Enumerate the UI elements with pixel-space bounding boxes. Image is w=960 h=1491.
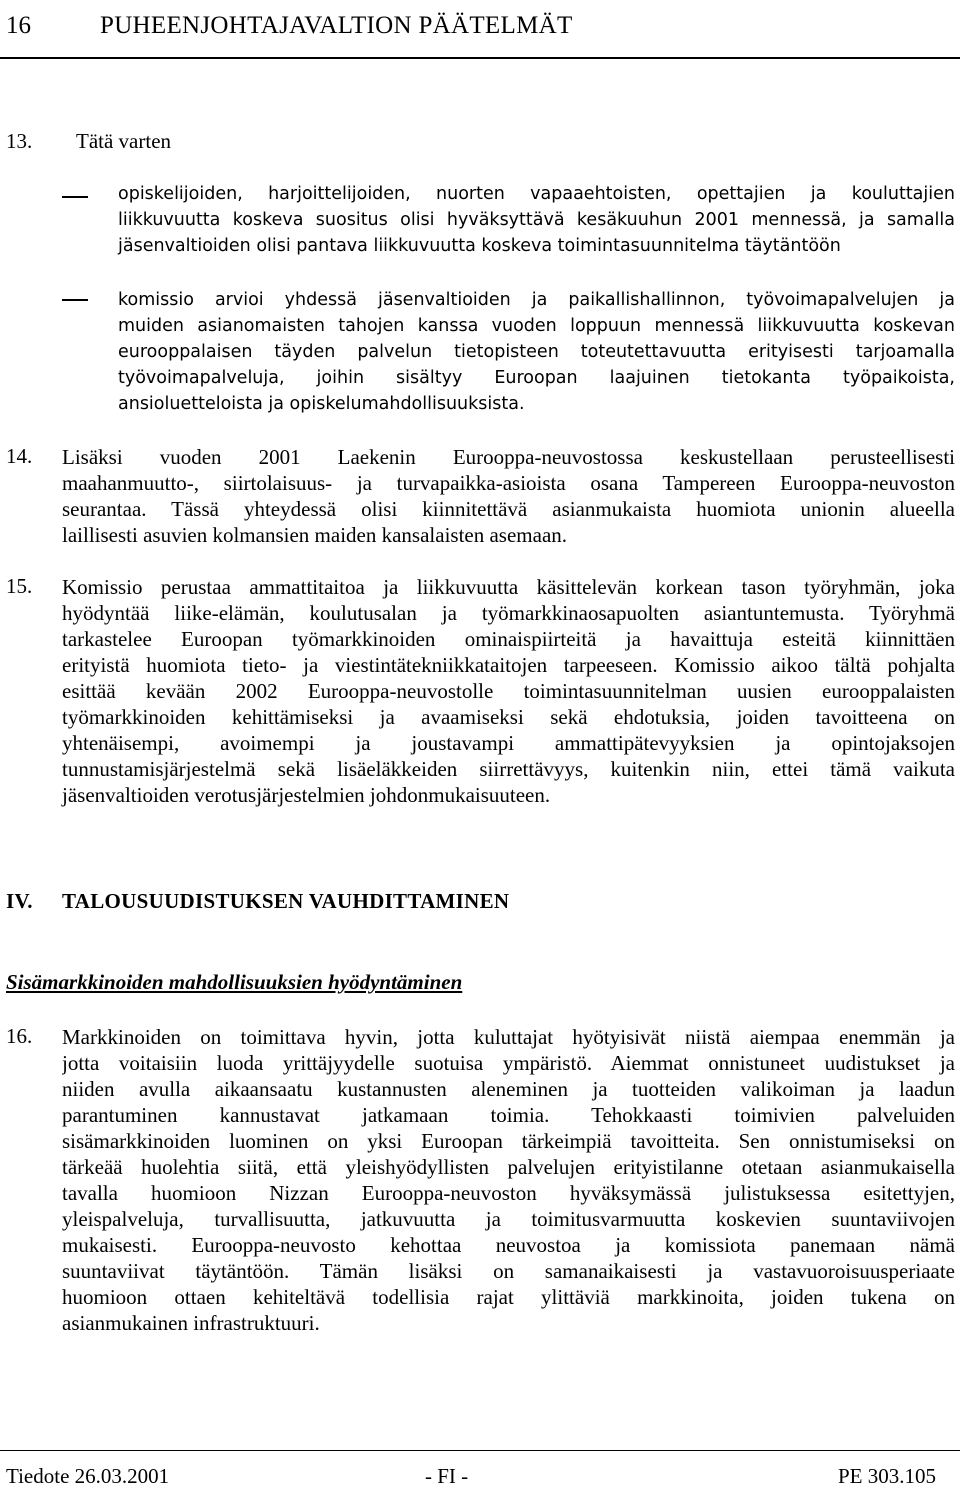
text-line: erityistä huomiota tieto- ja viestintätekniikkataitojen tarpeeseen. Komissio aikoo tältä pohjalta xyxy=(62,653,955,677)
text-line: yhtenäisempi, avoimempi ja joustavampi ammattipätevyyksien ja opintojaksojen xyxy=(62,731,955,755)
text-line: tavalla huomioon Nizzan Eurooppa-neuvoston hyväksymässä julistuksessa esitettyjen, xyxy=(62,1181,955,1205)
text-line: niiden avulla aikaansaatu kustannusten aleneminen ja tuotteiden valikoiman ja laadun xyxy=(62,1077,955,1101)
paragraph-16 xyxy=(62,1024,955,1336)
text-line: opiskelijoiden, harjoittelijoiden, nuorten vapaaehtoisten, opettajien ja kouluttajien xyxy=(118,184,955,204)
text-line: parantuminen kannustavat jatkamaan toimia. Tehokkaasti toimivien palveluiden xyxy=(62,1103,955,1127)
paragraph-13-number: 13. xyxy=(6,129,33,153)
text-line: Lisäksi vuoden 2001 Laekenin Eurooppa-neuvostossa keskustellaan perusteellisesti xyxy=(62,445,955,469)
text-line: maahanmuutto-, siirtolaisuus- ja turvapaikka-asioista osana Tampereen Eurooppa-neuvoston xyxy=(62,471,955,495)
text-line: suuntaviivat täytäntöön. Tämän lisäksi on samanaikaisesti ja vastavuoroisuusperiaate xyxy=(62,1259,955,1283)
paragraph-13-bullet-1 xyxy=(118,181,955,259)
header-rule xyxy=(0,57,960,59)
paragraph-15 xyxy=(62,574,955,808)
text-line: tärkeää huolehtia siitä, että yleishyödyllisten palvelujen erityistilanne otetaan asianmukaisella xyxy=(62,1155,955,1179)
page-number: 16 xyxy=(6,12,31,39)
paragraph-15-number: 15. xyxy=(6,574,33,598)
text-line: Markkinoiden on toimittava hyvin, jotta kuluttajat hyötyisivät niistä aiempaa enemmän ja xyxy=(62,1025,955,1049)
text-line: ansioluetteloista ja opiskelumahdollisuuksista. xyxy=(118,394,525,414)
text-line: sisämarkkinoiden luominen on yksi Euroopan tärkeimpiä tavoitteita. Sen onnistumiseksi on xyxy=(62,1129,955,1153)
footer-center: - FI - xyxy=(425,1464,469,1488)
text-line: jäsenvaltioiden verotusjärjestelmien johdonmukaisuuteen. xyxy=(62,783,551,807)
text-line: työvoimapalveluja, joihin sisältyy Euroopan laajuinen tietokanta työpaikoista, xyxy=(118,368,955,388)
text-line: mukaisesti. Eurooppa-neuvosto kehottaa neuvostoa ja komissiota panemaan nämä xyxy=(62,1233,955,1257)
paragraph-13-bullet-2 xyxy=(118,287,955,417)
text-line: muiden asianomaisten tahojen kanssa vuoden loppuun mennessä liikkuvuutta koskevan xyxy=(118,316,955,336)
footer-rule xyxy=(0,1450,960,1451)
text-line: tunnustamisjärjestelmä sekä lisäeläkkeiden siirrettävyys, kuitenkin niin, ettei tämä vaikuta xyxy=(62,757,955,781)
text-line: Komissio perustaa ammattitaitoa ja liikkuvuutta käsittelevän korkean tason työryhmän, joka xyxy=(62,575,955,599)
text-line: liikkuvuutta koskeva suositus olisi hyväksyttävä kesäkuuhun 2001 mennessä, ja samalla xyxy=(118,210,955,230)
paragraph-13-intro: Tätä varten xyxy=(76,129,172,153)
paragraph-14 xyxy=(62,444,955,548)
section-number: IV. xyxy=(6,889,33,913)
footer-right: PE 303.105 xyxy=(838,1464,937,1488)
bullet-dash xyxy=(62,299,88,301)
text-line: jotta voitaisiin luoda yrittäjyydelle suotuisa ympäristö. Aiemmat onnistuneet uudistukset ja xyxy=(62,1051,955,1075)
footer-left: Tiedote 26.03.2001 xyxy=(6,1464,170,1488)
text-line: laillisesti asuvien kolmansien maiden kansalaisten asemaan. xyxy=(62,523,568,547)
text-line: esittää kevään 2002 Eurooppa-neuvostolle toimintasuunnitelman uusien eurooppalaisten xyxy=(62,679,955,703)
text-line: jäsenvaltioiden olisi pantava liikkuvuutta koskeva toimintasuunnitelma täytäntöön xyxy=(118,236,841,256)
page-title: PUHEENJOHTAJAVALTION PÄÄTELMÄT xyxy=(100,12,573,39)
text-line: eurooppalaisen täyden palvelun tietopisteen toteutettavuutta erityisesti tarjoamalla xyxy=(118,342,955,362)
text-line: seurantaa. Tässä yhteydessä olisi kiinnitettävä asianmukaista huomiota unionin alueella xyxy=(62,497,955,521)
text-line: hyödyntää liike-elämän, koulutusalan ja työmarkkinaosapuolten asiantuntemusta. Työryhmä xyxy=(62,601,955,625)
text-line: yleispalveluja, turvallisuutta, jatkuvuutta ja toimitusvarmuutta koskevien suuntaviivojen xyxy=(62,1207,955,1231)
text-line: tarkastelee Euroopan työmarkkinoiden ominaispiirteitä ja havaittuja esteitä kiinnittäen xyxy=(62,627,955,651)
paragraph-16-number: 16. xyxy=(6,1024,33,1048)
text-line: työmarkkinoiden kehittämiseksi ja avaamiseksi sekä ehdotuksia, joiden tavoitteena on xyxy=(62,705,955,729)
text-line: komissio arvioi yhdessä jäsenvaltioiden ja paikallishallinnon, työvoimapalvelujen ja xyxy=(118,290,955,310)
bullet-dash xyxy=(62,196,88,198)
paragraph-14-number: 14. xyxy=(6,444,33,468)
section-title: TALOUSUUDISTUKSEN VAUHDITTAMINEN xyxy=(62,889,510,913)
subheading: Sisämarkkinoiden mahdollisuuksien hyödyntäminen xyxy=(6,970,463,994)
page-header xyxy=(0,0,960,60)
text-line: huomioon ottaen kehiteltävä todellisia rajat ylittäviä markkinoita, joiden tukena on xyxy=(62,1285,955,1309)
text-line: asianmukainen infrastruktuuri. xyxy=(62,1311,320,1335)
